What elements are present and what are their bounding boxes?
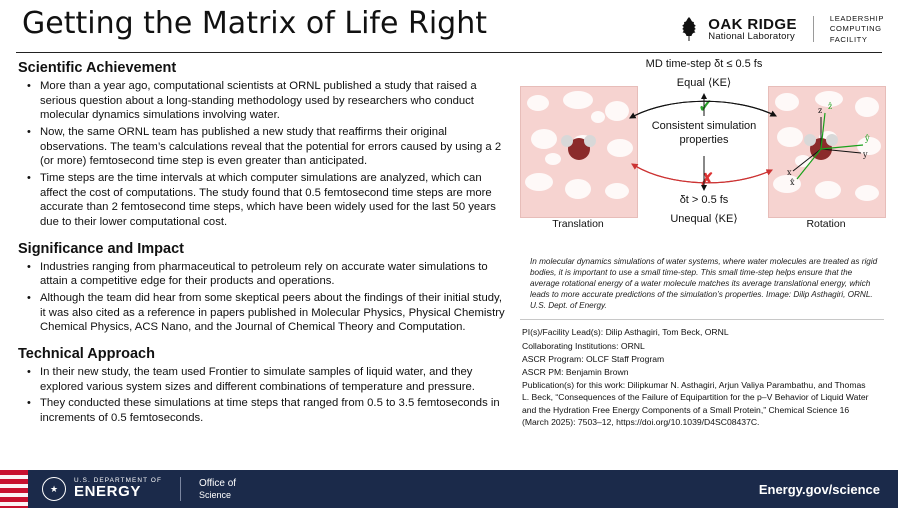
bullet-list-significance-and-impact [22,260,508,335]
rotation-caption: Rotation [806,218,846,230]
doe-logo [42,477,236,501]
translation-caption: Translation [552,218,604,230]
logo-divider [813,16,814,42]
svg-text:x̂: x̂ [790,178,795,187]
office-line2: Science [198,489,232,500]
list-item: • Now, the same ORNL team has published a new study that reaffirms their original observations. The team’s calculations reveal that the potential for errors caused by using a 2 (or more) femtosecond time step is even greater than anticipated. [22,125,508,169]
collaborating-institutions: Collaborating Institutions: ORNL [522,340,645,351]
svg-text:z: z [818,106,823,115]
ornl-logo [678,14,884,45]
oak-leaf-icon [678,16,700,42]
title-divider [16,52,882,53]
olcf-wordmark [830,14,884,45]
bullet-list-scientific-achievement [22,79,508,230]
section-heading-technical-approach: Technical Approach [18,346,155,363]
md-timestep-label: MD time-step δt ≤ 0.5 fs [645,58,763,70]
delta-t-label: δt > 0.5 fs [679,194,729,206]
list-item: • They conducted these simulations at time steps that ranged from 0.5 to 3.5 femtoseconds in increments of 0.5 femtoseconds. [22,396,508,425]
svg-text:ŷ: ŷ [865,134,870,143]
olcf-line2: COMPUTING [829,24,882,34]
ornl-sub: National Laboratory [708,31,795,43]
list-item: • Although the team did hear from some skeptical peers about the findings of their initial study, it was also cited as a reference in papers published in Molecular Physics, Physical Chemistry Chemical Physics, ACS Nano, and the Journal of Chemical Theory and Computation. [22,291,508,335]
bullet-list-technical-approach [22,365,508,426]
list-item: • Industries ranging from pharmaceutical to petroleum rely on accurate water simulations to attain a competitive edge for their products and operations. [22,260,508,289]
footer-divider [180,477,181,501]
ascr-program: ASCR Program: OLCF Staff Program [522,353,665,364]
figure-caption: In molecular dynamics simulations of water systems, where water molecules are treated as rigid bodies, it is important to use a small time-step. This small time-step helps ensure that the average rotational energy of a water molecule matches its average translational energy, which leads to more accurate predictions of the simulation’s properties. Image: Dilip Asthagiri, ORNL. U.S. Dept. of Energy. [530,257,878,311]
equal-ke-label: Equal ⟨KE⟩ [676,77,732,89]
right-column [520,60,884,429]
figure-diagram [520,60,884,250]
page-title: Getting the Matrix of Life Right [22,6,487,41]
center-label: Consistent simulation properties [651,120,757,146]
section-heading-scientific-achievement: Scientific Achievement [18,60,177,76]
svg-text:ẑ: ẑ [828,102,833,111]
svg-text:y: y [863,150,868,159]
list-item: • In their new study, the team used Frontier to simulate samples of liquid water, and they explored various system sizes and different combinations of temperature and pressure. [22,365,508,394]
footer-url: Energy.gov/science [758,481,880,497]
ornl-name: OAK RIDGE [708,15,797,33]
list-item: • More than a year ago, computational scientists at ORNL published a study that raised a serious question about a long-standing methodology used by researchers who conduct molecular dynamics simulations involving water. [22,79,508,123]
list-item: • Time steps are the time intervals at which computer simulations are analyzed, which can affect the cost of computations. The study found that 0.5 femtosecond time steps are more accurate than 2 femtosecond time steps, which have been widely used for the last 50 years due to their lower computational cost. [22,171,508,230]
doe-dept-line: U.S. DEPARTMENT OF [74,476,162,484]
credits-block [520,326,874,428]
office-line1: Office of [198,478,237,490]
footer-bar [0,470,898,508]
publication-line: Publication(s) for this work: Dilipkumar N. Asthagiri, Arjun Valiya Parambathu, and Thomas L. Beck, “Consequences of the Failure of Equipartition for the p–V Behavior of Liquid Water and the Hydration Free Energy Components of a Small Protein,” Chemical Science 16 (March 2025): 7503–12, https://doi.org/10.1039/D4SC08437C. [522,380,869,427]
olcf-line1: LEADERSHIP [829,14,884,23]
credits-divider [520,319,884,320]
doe-energy: ENERGY [74,483,141,501]
ascr-pm: ASCR PM: Benjamin Brown [522,366,629,377]
ornl-wordmark [708,17,797,43]
section-heading-significance-and-impact: Significance and Impact [18,240,184,257]
pi-line: PI(s)/Facility Lead(s): Dilip Asthagiri, Tom Beck, ORNL [522,327,729,338]
doe-wordmark [74,478,162,500]
flag-icon [0,470,28,508]
check-mark-icon: ✓ [698,96,714,116]
doe-seal-icon: ★ [42,477,66,501]
unequal-ke-label: Unequal ⟨KE⟩ [670,213,738,225]
svg-text:x: x [787,168,792,177]
office-of-science [199,478,236,500]
cross-mark-icon: ✗ [700,170,715,189]
left-column [18,60,508,428]
olcf-line3: FACILITY [829,34,868,44]
